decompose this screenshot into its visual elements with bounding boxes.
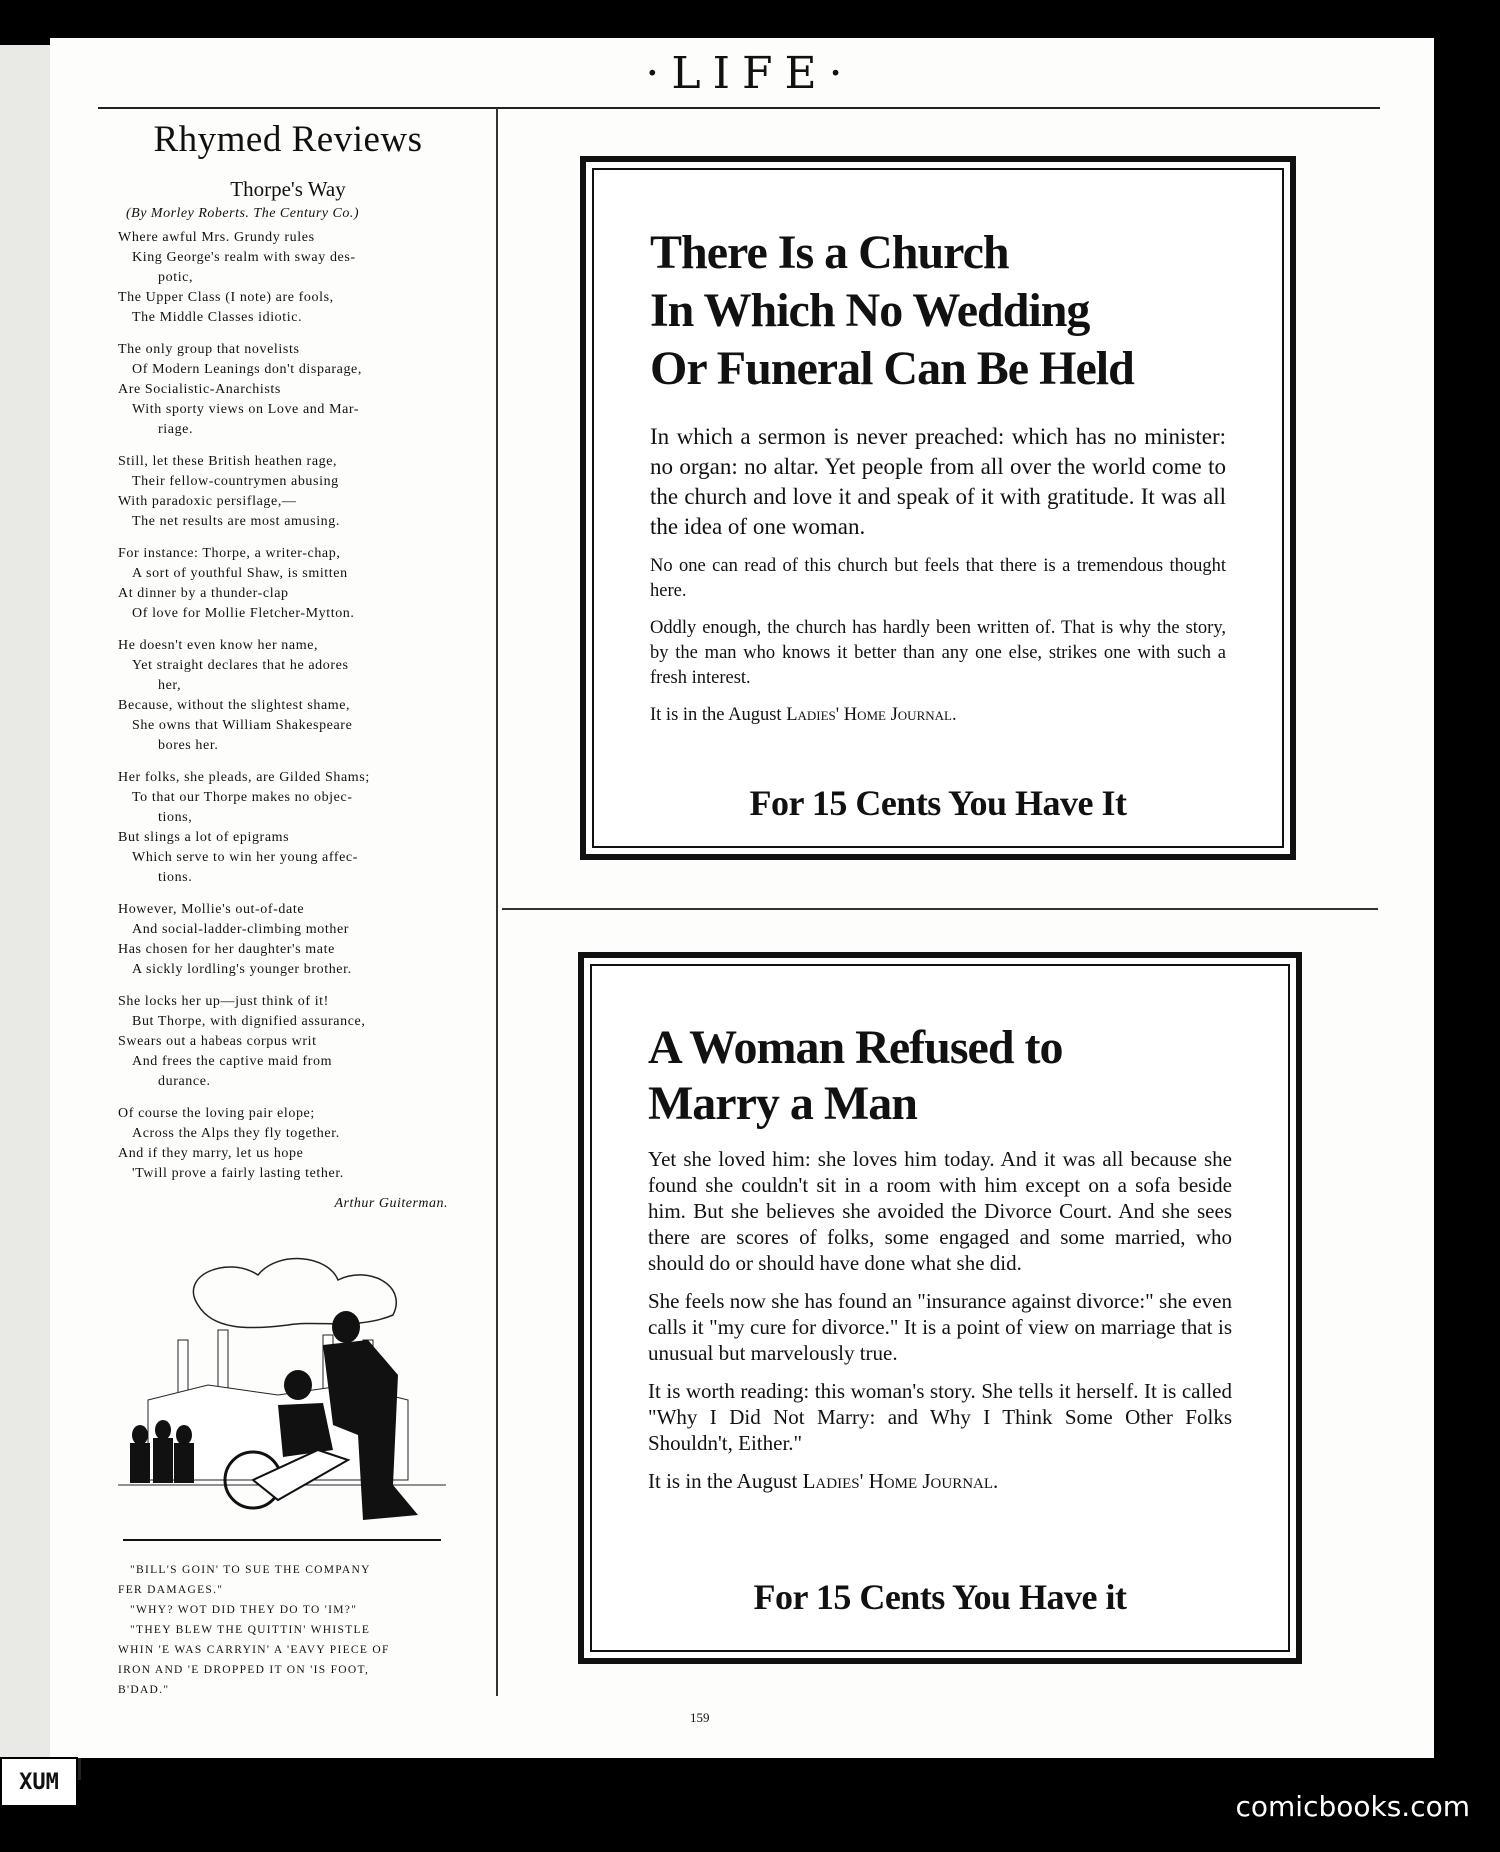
poem-line: However, Mollie's out-of-date xyxy=(118,902,305,917)
poem-line: her, xyxy=(158,678,182,693)
poem-line: Swears out a habeas corpus writ xyxy=(118,1034,317,1049)
caption-line: WHIN 'E WAS CARRYIN' A 'EAVY PIECE OF xyxy=(118,1644,390,1656)
poem-line: Of Modern Leanings don't disparage, xyxy=(132,362,362,377)
column-divider xyxy=(496,108,498,1696)
woman-refused-advertisement xyxy=(578,952,1302,1664)
church-ad-para-1: In which a sermon is never preached: which has no minister: no organ: no altar. Yet people from all over the world come to the church and love it and speak of it with gratitude. It was all the idea of one woman. xyxy=(650,424,1226,539)
church-ad-body xyxy=(650,422,1226,740)
poem-line: The Upper Class (I note) are fools, xyxy=(118,290,334,305)
byline: (By Morley Roberts. The Century Co.) xyxy=(126,206,360,221)
caption-line: "BILL'S GOIN' TO SUE THE COMPANY xyxy=(130,1564,371,1576)
poem-stanza xyxy=(118,768,458,888)
poem-stanza xyxy=(118,544,458,624)
poem-line: Of course the loving pair elope; xyxy=(118,1106,315,1121)
poem-line: Where awful Mrs. Grundy rules xyxy=(118,230,315,245)
poem-line: The Middle Classes idiotic. xyxy=(132,310,303,325)
poem-stanza xyxy=(118,228,458,328)
poem-line: riage. xyxy=(158,422,194,437)
poem-line: Yet straight declares that he adores xyxy=(132,658,349,673)
poem-line: potic, xyxy=(158,270,194,285)
church-ad-para-2: No one can read of this church but feels that there is a tremendous thought here. xyxy=(650,556,1226,601)
ad-separator-rule xyxy=(502,908,1378,910)
poem-line: At dinner by a thunder-clap xyxy=(118,586,289,601)
rhymed-reviews-column xyxy=(118,118,458,1212)
poem-line: The only group that novelists xyxy=(118,342,300,357)
woman-ad-body xyxy=(648,1146,1232,1506)
woman-ad-para-3: It is worth reading: this woman's story. She tells it herself. It is called "Why I Did Not Marry: and Why I Think Some Other Folks Shouldn't, Either." xyxy=(648,1379,1232,1455)
poem-line: bores her. xyxy=(158,738,219,753)
signature: Arthur Guiterman. xyxy=(334,1196,448,1211)
poem-line: A sort of youthful Shaw, is smitten xyxy=(132,566,348,581)
poem-line: And if they marry, let us hope xyxy=(118,1146,304,1161)
caption-line: IRON AND 'E DROPPED IT ON 'IS FOOT, xyxy=(118,1664,370,1676)
column-title: Rhymed Reviews xyxy=(153,119,423,160)
poem-line: And social-ladder-climbing mother xyxy=(132,922,350,937)
poem-line: Her folks, she pleads, are Gilded Shams; xyxy=(118,770,370,785)
page-number: 159 xyxy=(690,1710,710,1725)
caption-line: "THEY BLEW THE QUITTIN' WHISTLE xyxy=(130,1624,371,1636)
caption-line: "WHY? WOT DID THEY DO TO 'IM?" xyxy=(130,1604,358,1616)
woman-ad-para-1: Yet she loved him: she loves him today. And it was all because she found she couldn't sit in a room with him except on a sofa beside him. But she believes she avoided the Divorce Court. And she sees there are scores of folks, some engaged and some married, who should do or should have done what she did. xyxy=(648,1147,1232,1275)
cartoon-illustration xyxy=(118,1235,446,1550)
poem-line: durance. xyxy=(158,1074,211,1089)
poem-stanza xyxy=(118,900,458,980)
header-rule xyxy=(98,107,1380,109)
poem-stanza xyxy=(118,992,458,1092)
church-ad-para-3: Oddly enough, the church has hardly been written of. That is why the story, by the man who knows it better than any one else, strikes one with such a fresh interest. xyxy=(650,618,1226,688)
poem-line: tions. xyxy=(158,870,193,885)
church-ad-para-4: It is in the August Ladies' Home Journal. xyxy=(650,705,957,725)
poem-line: Across the Alps they fly together. xyxy=(132,1126,340,1141)
masthead: ·LIFE· xyxy=(645,48,855,99)
watermark: comicbooks.com xyxy=(1235,1790,1470,1823)
poem-line: Of love for Mollie Fletcher-Mytton. xyxy=(132,606,355,621)
poem-line: To that our Thorpe makes no objec- xyxy=(132,790,353,805)
church-advertisement xyxy=(580,156,1296,860)
poem-line: With sporty views on Love and Mar- xyxy=(132,402,360,417)
poem-line: 'Twill prove a fairly lasting tether. xyxy=(132,1166,344,1181)
review-subtitle: Thorpe's Way xyxy=(230,177,346,201)
poem-line: Still, let these British heathen rage, xyxy=(118,454,338,469)
poem-line: And frees the captive maid from xyxy=(132,1054,333,1069)
poem-line: He doesn't even know her name, xyxy=(118,638,319,653)
poem-line: For instance: Thorpe, a writer-chap, xyxy=(118,546,341,561)
poem-stanza xyxy=(118,340,458,440)
poem-line: Has chosen for her daughter's mate xyxy=(118,942,335,957)
poem-stanza xyxy=(118,636,458,756)
caption-line: FER DAMAGES." xyxy=(118,1584,224,1596)
poem-line: She locks her up—just think of it! xyxy=(118,994,329,1009)
woman-ad-price: For 15 Cents You Have it xyxy=(753,1577,1127,1617)
poem-line: Their fellow-countrymen abusing xyxy=(132,474,339,489)
poem-line: But Thorpe, with dignified assurance, xyxy=(132,1014,366,1029)
church-ad-price: For 15 Cents You Have It xyxy=(749,783,1127,823)
poem-stanza xyxy=(118,1104,458,1184)
gutter-tab-label: XUM xyxy=(0,1757,78,1807)
poem-line: Which serve to win her young affec- xyxy=(132,850,358,865)
church-ad-headline: There Is a Church In Which No Wedding Or Funeral Can Be Held xyxy=(650,226,1134,395)
poem-line: With paradoxic persiflage,— xyxy=(118,494,297,509)
poem-line: Because, without the slightest shame, xyxy=(118,698,351,713)
poem-line: tions, xyxy=(158,810,193,825)
poem-line: Are Socialistic-Anarchists xyxy=(118,382,281,397)
poem-line: King George's realm with sway des- xyxy=(132,250,356,265)
poem-line: But slings a lot of epigrams xyxy=(118,830,290,845)
poem-line: The net results are most amusing. xyxy=(132,514,340,529)
woman-ad-para-2: She feels now she has found an "insurance against divorce:" she even calls it "my cure for divorce." It is a point of view on marriage that is unusual but marvelously true. xyxy=(648,1289,1232,1365)
woman-ad-para-4: It is in the August Ladies' Home Journal. xyxy=(648,1469,999,1493)
caption-line: B'DAD." xyxy=(118,1684,170,1696)
poem-line: A sickly lordling's younger brother. xyxy=(132,962,352,977)
cartoon-caption xyxy=(118,1560,448,1700)
woman-ad-headline: A Woman Refused to Marry a Man xyxy=(648,1021,1063,1130)
poem-line: She owns that William Shakespeare xyxy=(132,718,353,733)
poem xyxy=(118,228,458,1184)
poem-stanza xyxy=(118,452,458,532)
